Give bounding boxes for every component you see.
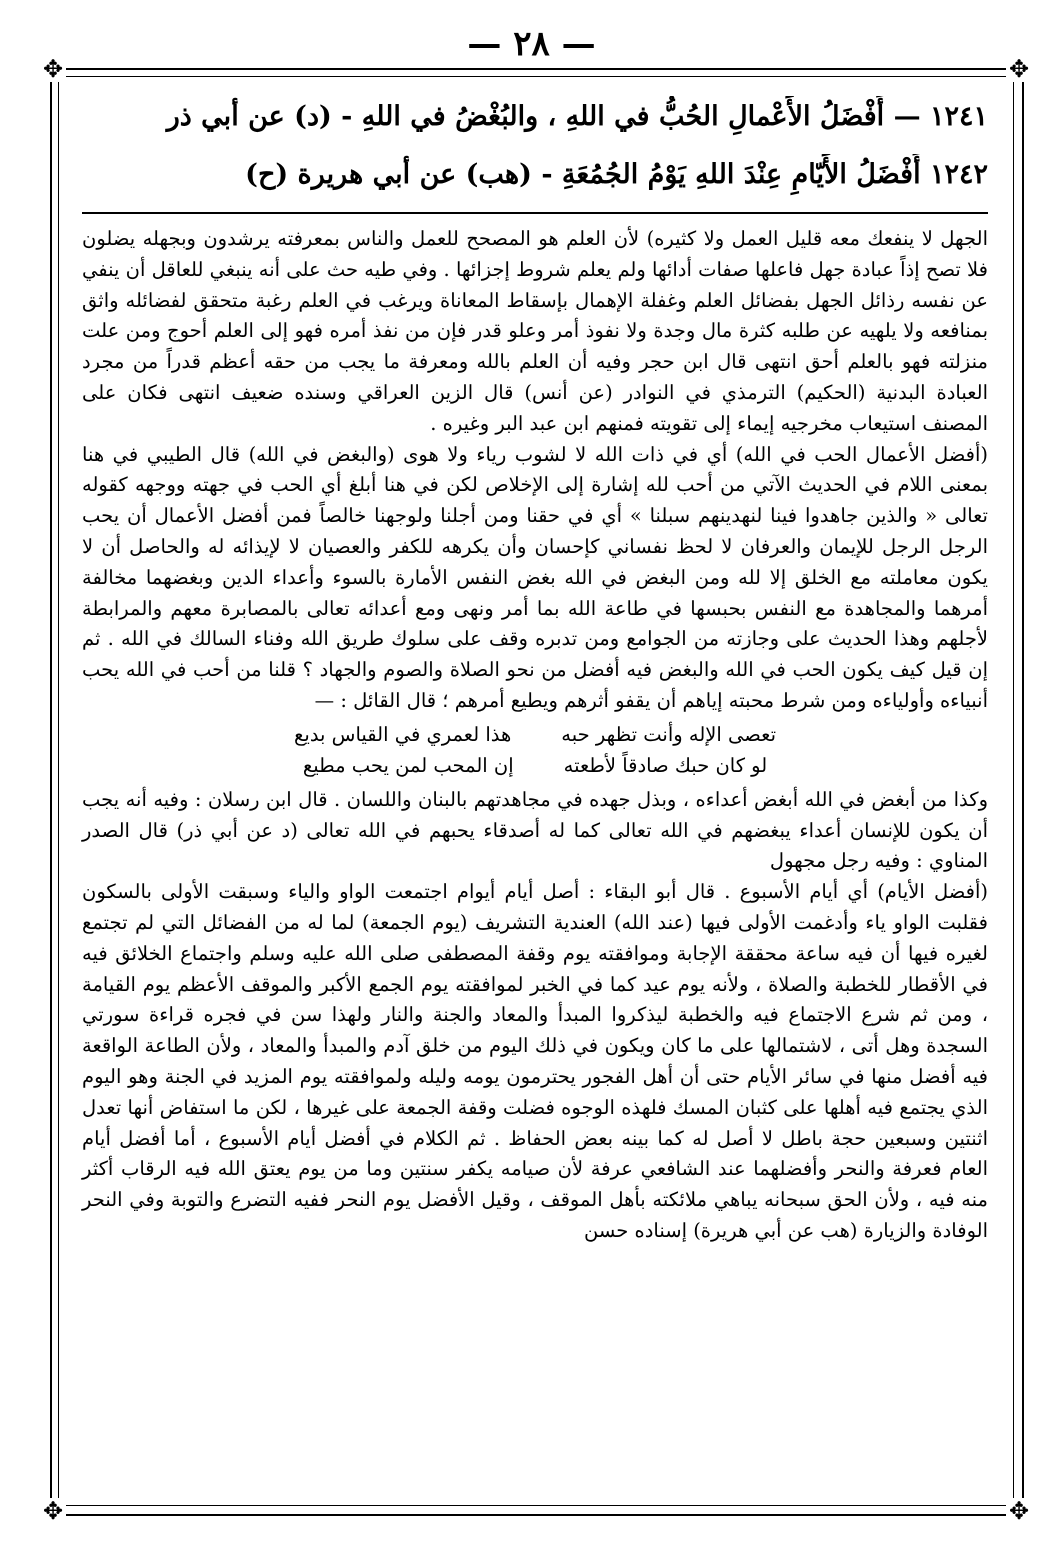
poem (82, 719, 988, 781)
hadith-1241: ١٢٤١ — أَفْضَلُ الأَعْمالِ الحُبُّ في اللهِ ، والبُغْضُ في اللهِ - (د) عن أبي ذر (166, 101, 988, 132)
corner-ornament-icon: ✥ (40, 1498, 66, 1524)
page-number: — ٢٨ — (467, 24, 596, 64)
verse-first-hemistich: تعصى الإله وأنت تظهر حبه (561, 722, 776, 746)
section-divider (82, 212, 988, 214)
page-content (82, 84, 988, 1484)
commentary (82, 224, 988, 1247)
corner-ornament-icon: ✥ (1006, 1498, 1032, 1524)
poem-verse (82, 719, 988, 750)
verse-first-hemistich: لو كان حبك صادقاً لأطعته (563, 753, 768, 777)
commentary-paragraph: وكذا من أبغض في الله أبغض أعداءه ، وبذل جهده في مجاهدتهم بالبنان واللسان . قال ابن رسلان : وفيه أنه يجب أن يكون للإنسان أعداء يبغضهم في الله تعالى كما له أصدقاء يحبهم في الله تعالى (د عن أبي ذر) قال الصدر المناوي : وفيه رجل مجهول (82, 787, 988, 873)
commentary-paragraph: الجهل لا ينفعك معه قليل العمل ولا كثيره) لأن العلم هو المصحح للعمل والناس بمعرفته يرشدون وبجهله يضلون فلا تصح إذاً عبادة جهل فاعلها صفات أدائها ولم يعلم شروط إجزائها . وفي طيه حث على أنه ينبغي للعاقل أن ينفي عن نفسه رذائل الجهل بفضائل العلم وغفلة الإهمال بإسقاط المعاناة ويرغب في العلم رغبة متحقق لفضائله واثق بمنافعه ولا يلهيه عن طلبه كثرة مال وجدة ولا نفوذ أمر وعلو قدر فإن من نفذ أمره فهو إلى العلم أحوج ومن علت منزلته فهو بالعلم أحق انتهى قال ابن حجر وفيه أن العلم بالله ومعرفة ما يجب من حقه أعظم قدراً من مجرد العبادة البدنية (الحكيم) الترمذي في النوادر (عن أنس) قال الزين العراقي وسنده ضعيف انتهى فكان على المصنف استيعاب مخرجيه إيماء إلى تقويته فمنهم ابن عبد البر وغيره . (82, 227, 989, 435)
corner-ornament-icon: ✥ (1006, 56, 1032, 82)
corner-ornament-icon: ✥ (40, 56, 66, 82)
poem-verse (82, 750, 988, 781)
commentary-paragraph: (أفضل الأعمال الحب في الله) أي في ذات الله لا لشوب رياء ولا هوى (والبغض في الله) قال الطيبي في هنا بمعنى اللام في الحديث الآتي من أحب لله إشارة إلى الإخلاص لكن في هنا أبلغ أي الحب في جهته ووجهه كقوله تعالى « والذين جاهدوا فينا لنهدينهم سبلنا » أي في حقنا ومن أجلنا ولوجهنا خالصاً فمن أفضل الأعمال أن يحب الرجل الرجل للإيمان والعرفان لا لحظ نفساني كإحسان وأن يكرهه للكفر والعصيان لا لإيذائه له والحاصل أن لا يكون معاملته مع الخلق إلا لله ومن البغض في الله بغض النفس الأمارة بالسوء وأعداء الدين وبغضهما مخالفة أمرهما والمجاهدة مع النفس بحبسها في طاعة الله بما أمر ونهى ومع أعدائه تعالى بالمصابرة معهم والمرابطة لأجلهم وهذا الحديث على وجازته من الجوامع ومن تدبره وقف على سلوك طريق الله وفناء السالك في الله . ثم إن قيل كيف يكون الحب في الله والبغض فيه أفضل من نحو الصلاة والصوم والجهاد ؟ قلنا من أحب في الله يحب أنبياءه وأولياءه ومن شرط محبته إياهم أن يقفو أثرهم ويطيع أمرهم ؛ قال القائل : — (82, 442, 988, 712)
hadith-1242: ١٢٤٢ أَفْضَلُ الأَيّامِ عِنْدَ اللهِ يَوْمُ الجُمُعَةِ - (هب) عن أبي هريرة (ح) (245, 159, 988, 190)
verse-second-hemistich: إن المحب لمن يحب مطيع (302, 753, 514, 777)
verse-second-hemistich: هذا لعمري في القياس بديع (294, 722, 512, 746)
commentary-paragraph: (أفضل الأيام) أي أيام الأسبوع . قال أبو البقاء : أصل أيام أيوام اجتمعت الواو والياء وسبقت الأولى بالسكون فقلبت الواو ياء وأدغمت الأولى فيها (عند الله) العندية التشريف (يوم الجمعة) لما له من الفضائل التي لم تجتمع لغيره فيها أن فيه ساعة محققة الإجابة وموافقته يوم وقفة المصطفى صلى الله عليه وسلم واجتماع الخلائق فيه في الأقطار للخطبة والصلاة ، ولأنه يوم عيد كما في الخبر لموافقته يوم الجمع الأكبر والموقف الأعظم يوم القيامة ، ومن ثم شرع الاجتماع فيه والخطبة ليذكروا المبدأ والمعاد والجنة والنار ولهذا سن في فجره قراءة سورتي السجدة وهل أتى ، لاشتمالها على ما كان ويكون في ذلك اليوم من خلق آدم والمبدأ والمعاد ، ولأن الطاعة الواقعة فيه أفضل منها في سائر الأيام حتى أن أهل الفجور يحترمون يومه وليله ولموافقته يوم المزيد في الجنة وهو اليوم الذي يجتمع فيه أهلها على كثبان المسك فلهذه الوجوه فضلت وقفة الجمعة على غيرها ، لكن ما استفاض أنها تعدل اثنتين وسبعين حجة باطل لا أصل له كما بينه بعض الحفاظ . ثم الكلام في أفضل أيام الأسبوع ، أما أفضل أيام العام فعرفة والنحر وأفضلهما عند الشافعي عرفة لأن صيامه يكفر سنتين وما من يوم يعتق الله فيه الرقاب أكثر منه فيه ، ولأن الحق سبحانه يباهي ملائكته بأهل الموقف ، وقيل الأفضل يوم النحر ففيه التضرع والتوبة وفي النحر الوفادة والزيارة (هب عن أبي هريرة) إسناده حسن (82, 880, 988, 1242)
